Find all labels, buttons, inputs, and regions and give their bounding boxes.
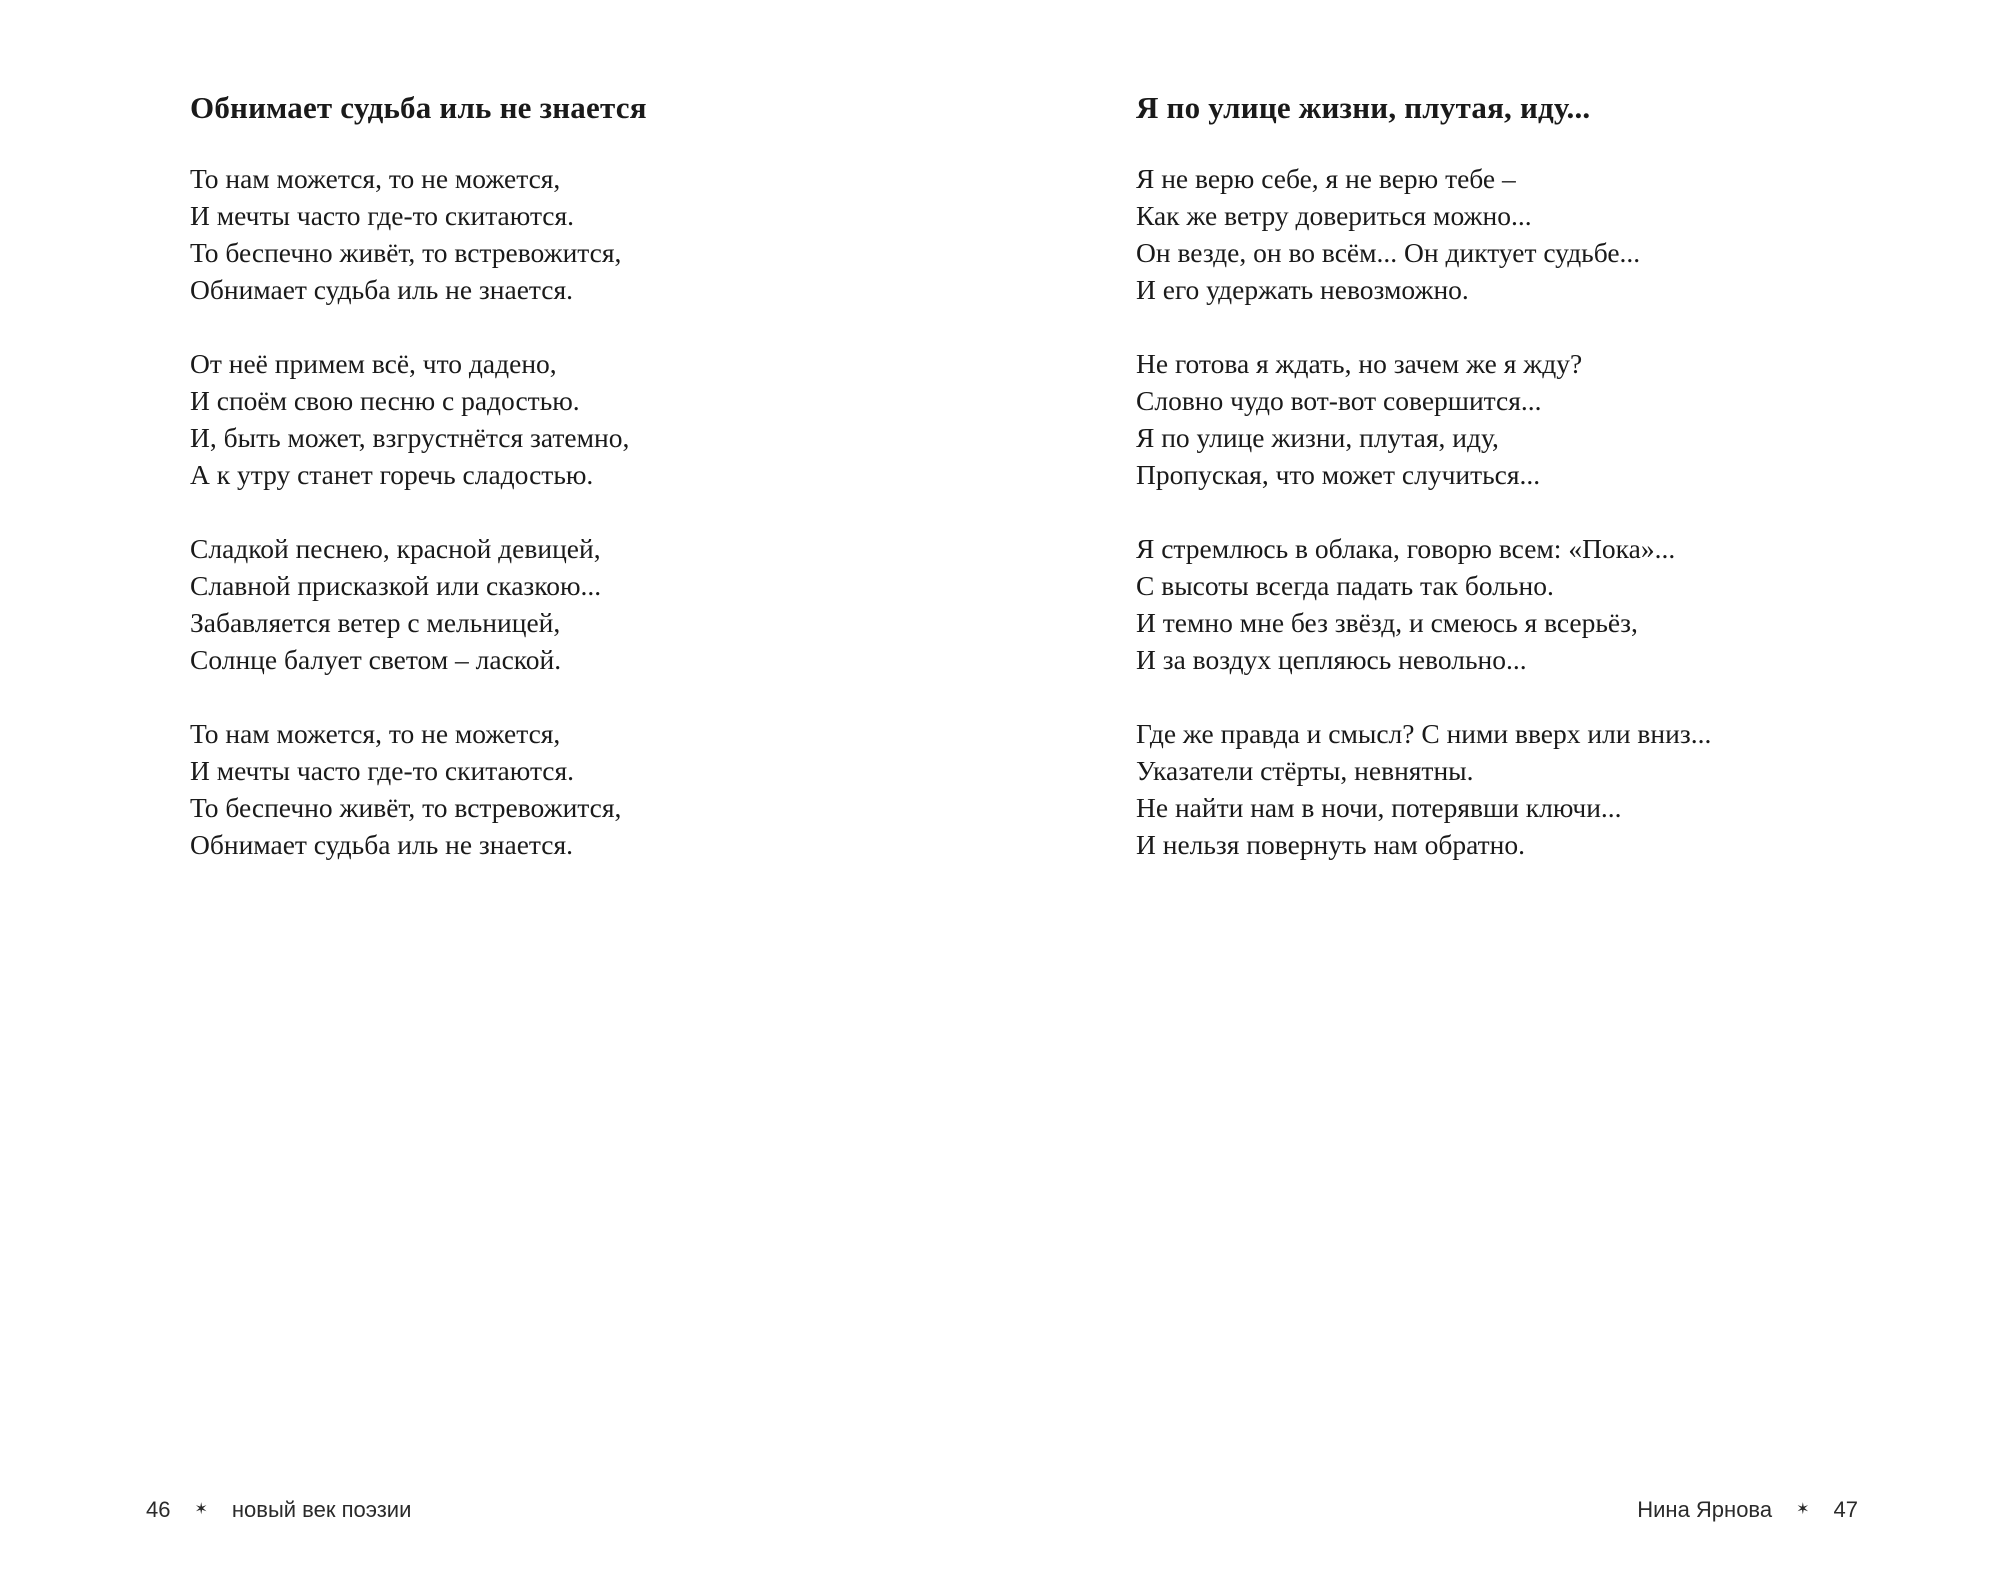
poem-line: Забавляется ветер с мельницей, [190,607,561,638]
poem-line: То беспечно живёт, то встревожится, [190,237,622,268]
poem-line: То нам можется, то не можется, [190,163,561,194]
stanza [1136,160,1711,308]
poem-line: От неё примем всё, что дадено, [190,348,557,379]
poem-line: Как же ветру довериться можно... [1136,200,1532,231]
poem-line: И темно мне без звёзд, и смеюсь я всерьёз, [1136,607,1638,638]
stanza [190,160,647,308]
poem-line: И споём свою песню с радостью. [190,385,580,416]
poem-line: И за воздух цепляюсь невольно... [1136,644,1527,675]
poem-title: Я по улице жизни, плутая, иду... [1136,90,1591,125]
right-page [1000,0,2000,1588]
poem-line: Я не верю себе, я не верю тебе – [1136,163,1516,194]
stanza [1136,345,1711,493]
page-number: 46 [146,1497,171,1522]
stanza [1136,530,1711,678]
poem-line: С высоты всегда падать так больно. [1136,570,1554,601]
stanza [190,530,647,678]
poem-line: А к утру станет горечь сладостью. [190,459,594,490]
poem-line: То беспечно живёт, то встревожится, [190,792,622,823]
stanza [1136,715,1711,863]
poem-line: Указатели стёрты, невнятны. [1136,755,1474,786]
poem-line: Славной присказкой или сказкою... [190,570,602,601]
poem-line: Я по улице жизни, плутая, иду, [1136,422,1499,453]
poem-line: И, быть может, взгрустнётся затемно, [190,422,630,453]
poem-left [190,88,647,900]
poem-line: Обнимает судьба иль не знается. [190,829,573,860]
poem-line: Я стремлюсь в облака, говорю всем: «Пока»... [1136,533,1676,564]
footer-left [146,1496,411,1524]
poem-line: Пропуская, что может случиться... [1136,459,1541,490]
poem-line: Сладкой песнею, красной девицей, [190,533,601,564]
stanza [190,715,647,863]
poem-line: И мечты часто где-то скитаются. [190,755,575,786]
poem-line: Не найти нам в ночи, потерявши ключи... [1136,792,1622,823]
poem-line: Словно чудо вот-вот совершится... [1136,385,1542,416]
page-number: 47 [1833,1497,1858,1522]
star-separator-icon: ✶ [194,1501,208,1518]
poem-line: И нельзя повернуть нам обратно. [1136,829,1526,860]
author-name: Нина Ярнова [1637,1497,1773,1522]
poem-line: И мечты часто где-то скитаются. [190,200,575,231]
stanza [190,345,647,493]
footer-right [1637,1496,1858,1524]
poem-line: И его удержать невозможно. [1136,274,1469,305]
poem-line: Он везде, он во всём... Он диктует судьбе... [1136,237,1641,268]
poem-line: Не готова я ждать, но зачем же я жду? [1136,348,1583,379]
poem-title: Обнимает судьба иль не знается [190,90,647,125]
poem-line: То нам можется, то не можется, [190,718,561,749]
poem-line: Обнимает судьба иль не знается. [190,274,573,305]
poem-line: Солнце балует светом – лаской. [190,644,562,675]
poem-right [1136,88,1711,900]
star-separator-icon: ✶ [1796,1501,1810,1518]
poem-line: Где же правда и смысл? С ними вверх или вниз... [1136,718,1712,749]
series-title: новый век поэзии [231,1497,412,1522]
